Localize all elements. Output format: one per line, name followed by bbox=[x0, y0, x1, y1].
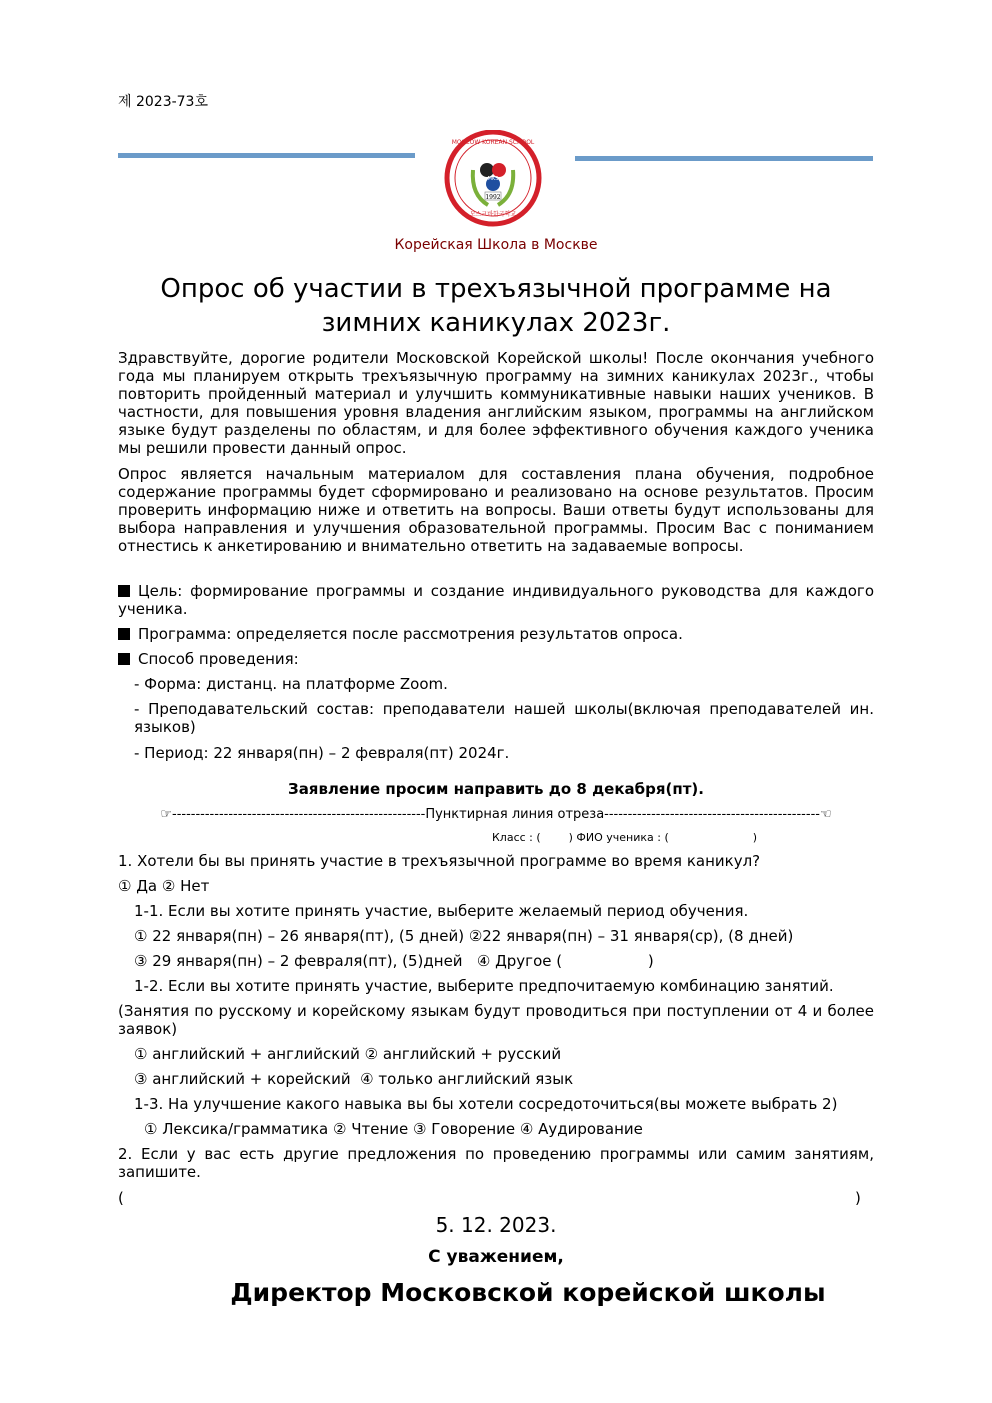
answer-open-paren: ( bbox=[118, 1189, 124, 1207]
sub-item-period: - Период: 22 января(пн) – 2 февраля(пт) 2024г. bbox=[134, 744, 510, 762]
doc-number: 제 2023-73호 bbox=[118, 94, 208, 110]
deadline-notice: Заявление просим направить до 8 декабря(пт). bbox=[288, 780, 704, 798]
bullet-method: Способ проведения: bbox=[118, 650, 874, 668]
sub-item-format: - Форма: дистанц. на платформе Zoom. bbox=[134, 675, 448, 693]
question-1-3: 1-3. На улучшение какого навыка вы бы хотели сосредоточиться(вы можете выбрать 2) bbox=[134, 1095, 838, 1113]
cut-line: ☞------------------------------------------------------Пунктирная линия отреза----------------------------------------------☜ bbox=[160, 807, 832, 822]
regards: С уважением, bbox=[428, 1247, 564, 1267]
question-1-2-options-a[interactable]: ① английский + английский ② английский + русский bbox=[134, 1045, 562, 1063]
title-line-1: Опрос об участии в трехъязычной программе на bbox=[160, 274, 832, 304]
square-bullet-icon bbox=[118, 628, 130, 640]
document-date: 5. 12. 2023. bbox=[435, 1213, 557, 1237]
question-1: 1. Хотели бы вы принять участие в трехъязычной программе во время каникул? bbox=[118, 852, 761, 870]
question-1-2-options-b[interactable]: ③ английский + корейский ④ только английский язык bbox=[134, 1070, 574, 1088]
intro-paragraph-1: Здравствуйте, дорогие родители Московской Корейской школы! После окончания учебного года мы планируем открыть трехъязычную программу на зимних каникулах 2023г., чтобы повторить пройденный материал и улучшить коммуникативные навыки наших учеников. В частности, для повышения уровня владения английским языком, программы на английском языке будут разделены по областям, и для более эффективного обучения каждого ученика мы решили провести данный опрос. bbox=[118, 349, 874, 457]
square-bullet-icon bbox=[118, 653, 130, 665]
intro-paragraph-2: Опрос является начальным материалом для составления плана обучения, подробное содержание программы будет сформировано и реализовано на основе результатов. Просим проверить информацию ниже и ответить на вопросы. Ваши ответы будут использованы для выбора направления и улучшения образовательной программы. Просим Вас с пониманием отнестись к анкетированию и внимательно ответить на задаваемые вопросы. bbox=[118, 465, 874, 555]
question-1-1-options-a[interactable]: ① 22 января(пн) – 26 января(пт), (5 дней) ②22 января(пн) – 31 января(ср), (8 дней) bbox=[134, 927, 794, 945]
question-1-1-options-b[interactable]: ③ 29 января(пн) – 2 февраля(пт), (5)дней ④ Другое ( ) bbox=[134, 952, 654, 970]
question-1-2-note: (Занятия по русскому и корейскому языкам будут проводиться при поступлении от 4 и более заявок) bbox=[118, 1002, 874, 1038]
svg-text:1992: 1992 bbox=[485, 194, 501, 201]
svg-text:모스크바한국학교: 모스크바한국학교 bbox=[469, 211, 517, 218]
header-rule-right bbox=[575, 156, 873, 161]
page-title bbox=[0, 272, 992, 340]
question-1-1: 1-1. Если вы хотите принять участие, выберите желаемый период обучения. bbox=[134, 902, 749, 920]
bullet-program: Программа: определяется после рассмотрения результатов опроса. bbox=[118, 625, 874, 643]
question-2: 2. Если у вас есть другие предложения по проведению программы или самим занятиям, запишите. bbox=[118, 1145, 874, 1181]
signature: Директор Московской корейской школы bbox=[230, 1278, 826, 1307]
title-line-2: зимних каникулах 2023г. bbox=[321, 308, 671, 338]
svg-text:MOSCOW KOREAN SCHOOL: MOSCOW KOREAN SCHOOL bbox=[451, 139, 535, 146]
student-fields[interactable]: Класс : ( ) ФИО ученика : ( ) bbox=[492, 831, 757, 844]
question-1-3-options[interactable]: ① Лексика/грамматика ② Чтение ③ Говорение ④ Аудирование bbox=[144, 1120, 643, 1138]
school-logo bbox=[443, 130, 543, 230]
svg-text:MKS: MKS bbox=[487, 176, 499, 182]
suggestions-answer-field[interactable] bbox=[133, 1186, 851, 1208]
answer-close-paren: ) bbox=[855, 1189, 861, 1207]
question-1-2: 1-2. Если вы хотите принять участие, выберите предпочитаемую комбинацию занятий. bbox=[134, 977, 834, 995]
school-name: Корейская Школа в Москве bbox=[394, 237, 598, 253]
square-bullet-icon bbox=[118, 585, 130, 597]
question-1-options[interactable]: ① Да ② Нет bbox=[118, 877, 210, 895]
header-rule-left bbox=[118, 153, 415, 158]
sub-item-teachers: - Преподавательский состав: преподаватели нашей школы(включая преподавателей ин. языков) bbox=[134, 700, 874, 736]
bullet-goal: Цель: формирование программы и создание индивидуального руководства для каждого ученика. bbox=[118, 582, 874, 618]
